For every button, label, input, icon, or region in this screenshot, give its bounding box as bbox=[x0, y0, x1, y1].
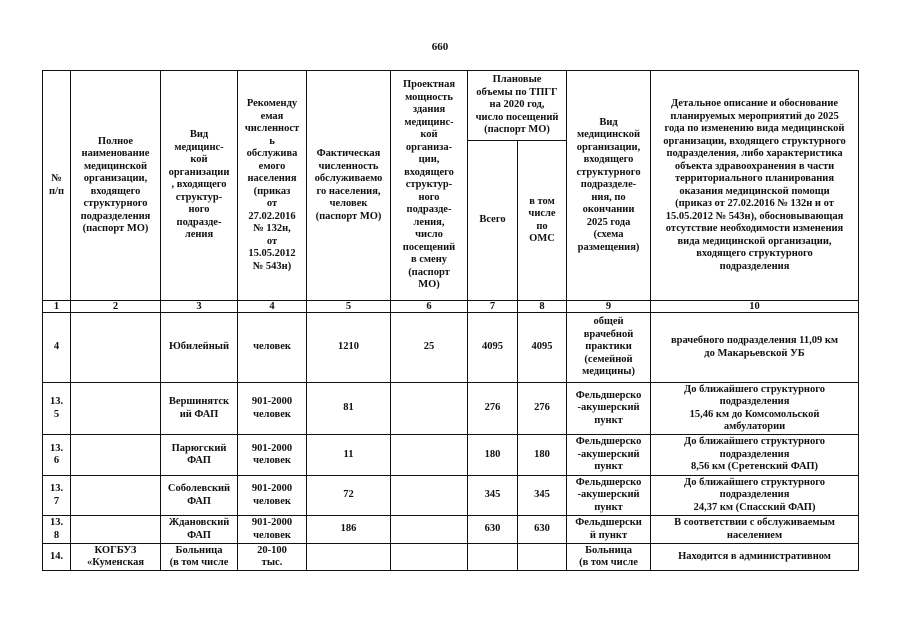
cell-number: 13. 7 bbox=[43, 476, 71, 516]
header-planned-oms: в том числе по ОМС bbox=[518, 141, 567, 301]
cell-capacity bbox=[391, 383, 468, 435]
cell-name bbox=[71, 313, 161, 383]
cell-type-2025: Фельдшерско -акушерский пункт bbox=[567, 476, 651, 516]
cell-description: Находится в административном bbox=[651, 544, 859, 571]
header-description: Детальное описание и обоснование планируемых мероприятий до 2025 года по изменению вида медицинской организации, входящего структурного подразделения, либо характеристика объекта здравоохранения в части территориального планирования оказания медицинской помощи (приказ от 27.02.2016 № 132н и от 15.05.2012 № 543н), обосновывающая отсутствие необходимости изменения вида медицинской организации, входящего структурного подразделения bbox=[651, 71, 859, 301]
cell-planned-oms bbox=[518, 544, 567, 571]
cell-type: Соболевский ФАП bbox=[161, 476, 238, 516]
cell-capacity bbox=[391, 476, 468, 516]
cell-planned-total: 180 bbox=[468, 435, 518, 476]
cell-recommended: 901-2000 человек bbox=[238, 383, 307, 435]
cell-name bbox=[71, 476, 161, 516]
cell-planned-oms: 4095 bbox=[518, 313, 567, 383]
column-number: 9 bbox=[567, 301, 651, 313]
cell-actual: 186 bbox=[307, 516, 391, 544]
cell-actual bbox=[307, 544, 391, 571]
cell-number: 13. 6 bbox=[43, 435, 71, 476]
cell-planned-total: 4095 bbox=[468, 313, 518, 383]
column-number: 10 bbox=[651, 301, 859, 313]
table-row bbox=[43, 516, 859, 544]
cell-actual: 11 bbox=[307, 435, 391, 476]
cell-actual: 1210 bbox=[307, 313, 391, 383]
cell-capacity: 25 bbox=[391, 313, 468, 383]
cell-recommended: 901-2000 человек bbox=[238, 435, 307, 476]
cell-name bbox=[71, 435, 161, 476]
cell-name: КОГБУЗ «Куменская bbox=[71, 544, 161, 571]
cell-description: До ближайшего структурного подразделения 8,56 км (Сретенский ФАП) bbox=[651, 435, 859, 476]
cell-type: Вершинятск ий ФАП bbox=[161, 383, 238, 435]
cell-description: До ближайшего структурного подразделения 24,37 км (Спасский ФАП) bbox=[651, 476, 859, 516]
cell-capacity bbox=[391, 516, 468, 544]
table-header-row bbox=[43, 71, 859, 141]
cell-capacity bbox=[391, 435, 468, 476]
column-number: 4 bbox=[238, 301, 307, 313]
cell-recommended: 901-2000 человек bbox=[238, 476, 307, 516]
cell-description: врачебного подразделения 11,09 км до Макарьевской УБ bbox=[651, 313, 859, 383]
cell-type-2025: Фельдшерско -акушерский пункт bbox=[567, 383, 651, 435]
table-row bbox=[43, 435, 859, 476]
header-actual: Фактическая численность обслуживаемо го населения, человек (паспорт МО) bbox=[307, 71, 391, 301]
table-row bbox=[43, 476, 859, 516]
cell-type: Больница (в том числе bbox=[161, 544, 238, 571]
table-row bbox=[43, 544, 859, 571]
cell-type-2025: Больница (в том числе bbox=[567, 544, 651, 571]
cell-type: Юбилейный bbox=[161, 313, 238, 383]
cell-actual: 72 bbox=[307, 476, 391, 516]
cell-number: 13. 8 bbox=[43, 516, 71, 544]
cell-actual: 81 bbox=[307, 383, 391, 435]
cell-planned-oms: 630 bbox=[518, 516, 567, 544]
facilities-table bbox=[42, 70, 859, 571]
cell-planned-oms: 276 bbox=[518, 383, 567, 435]
column-number: 6 bbox=[391, 301, 468, 313]
cell-recommended: 901-2000 человек bbox=[238, 516, 307, 544]
table-row bbox=[43, 383, 859, 435]
column-number: 1 bbox=[43, 301, 71, 313]
page-number: 660 bbox=[431, 41, 449, 53]
cell-type-2025: Фельдшерско -акушерский пункт bbox=[567, 435, 651, 476]
cell-recommended: человек bbox=[238, 313, 307, 383]
cell-planned-total bbox=[468, 544, 518, 571]
column-number: 2 bbox=[71, 301, 161, 313]
header-recommended: Рекоменду емая численност ь обслужива емого населения (приказ от 27.02.2016 № 132н, от 15.05.2012 № 543н) bbox=[238, 71, 307, 301]
cell-planned-total: 630 bbox=[468, 516, 518, 544]
cell-capacity bbox=[391, 544, 468, 571]
cell-type: Ждановский ФАП bbox=[161, 516, 238, 544]
header-planned-total: Всего bbox=[468, 141, 518, 301]
column-number: 5 bbox=[307, 301, 391, 313]
header-name: Полное наименование медицинской организации, входящего структурного подразделения (паспорт МО) bbox=[71, 71, 161, 301]
header-type: Вид медицинс- кой организации , входящего структур- ного подразде- ления bbox=[161, 71, 238, 301]
cell-type-2025: общей врачебной практики (семейной медицины) bbox=[567, 313, 651, 383]
cell-number: 4 bbox=[43, 313, 71, 383]
header-number: № п/п bbox=[43, 71, 71, 301]
cell-planned-oms: 345 bbox=[518, 476, 567, 516]
cell-name bbox=[71, 516, 161, 544]
column-number: 8 bbox=[518, 301, 567, 313]
cell-planned-total: 276 bbox=[468, 383, 518, 435]
cell-description: До ближайшего структурного подразделения 15,46 км до Комсомольской амбулатории bbox=[651, 383, 859, 435]
header-capacity: Проектная мощность здания медицинс- кой организа- ции, входящего структур- ного подразде- ления, число посещений в смену (паспорт МО) bbox=[391, 71, 468, 301]
cell-planned-total: 345 bbox=[468, 476, 518, 516]
column-number-row bbox=[43, 301, 859, 313]
cell-number: 14. bbox=[43, 544, 71, 571]
header-planned: Плановые объемы по ТПГГ на 2020 год, число посещений (паспорт МО) bbox=[468, 71, 567, 141]
cell-name bbox=[71, 383, 161, 435]
header-type-2025: Вид медицинской организации, входящего структурного подразделе- ния, по окончании 2025 года (схема размещения) bbox=[567, 71, 651, 301]
cell-recommended: 20-100 тыс. bbox=[238, 544, 307, 571]
cell-type-2025: Фельдшерски й пункт bbox=[567, 516, 651, 544]
cell-planned-oms: 180 bbox=[518, 435, 567, 476]
cell-type: Парюгский ФАП bbox=[161, 435, 238, 476]
column-number: 3 bbox=[161, 301, 238, 313]
column-number: 7 bbox=[468, 301, 518, 313]
cell-number: 13. 5 bbox=[43, 383, 71, 435]
table-row bbox=[43, 313, 859, 383]
cell-description: В соответствии с обслуживаемым населением bbox=[651, 516, 859, 544]
